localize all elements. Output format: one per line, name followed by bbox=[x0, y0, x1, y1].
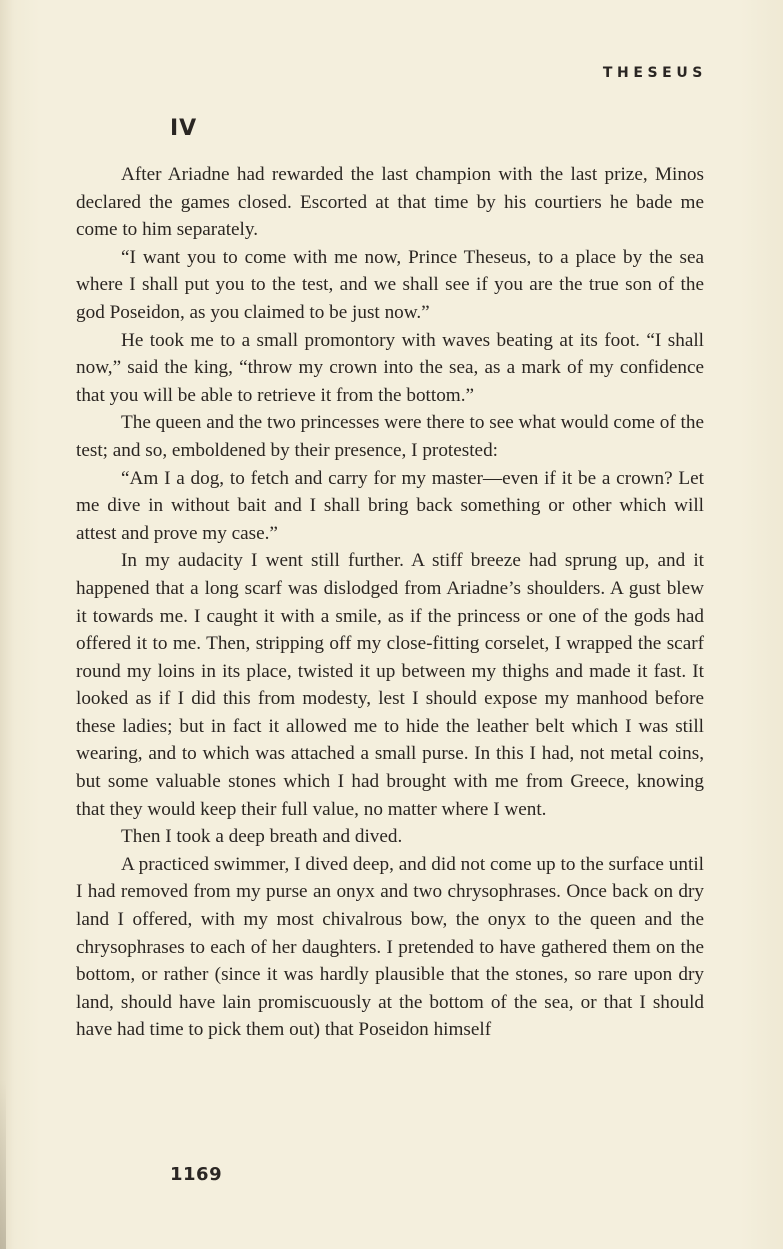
page-edge-shadow bbox=[0, 1080, 6, 1249]
body-text bbox=[76, 161, 704, 1044]
chapter-number: IV bbox=[170, 116, 198, 141]
paragraph: “Am I a dog, to fetch and carry for my master—even if it be a crown? Let me dive in without bait and I shall bring back something or other which will attest and prove my case.” bbox=[76, 467, 704, 544]
paragraph: “I want you to come with me now, Prince Theseus, to a place by the sea where I shall put you to the test, and we shall see if you are the true son of the god Poseidon, as you claimed to be just now.” bbox=[76, 246, 704, 323]
paragraph: After Ariadne had rewarded the last champion with the last prize, Minos declared the games closed. Escorted at that time by his courtiers he bade me come to him separately. bbox=[76, 164, 704, 241]
paragraph: In my audacity I went still further. A stiff breeze had sprung up, and it happened that a long scarf was dislodged from Ariadne’s shoulders. A gust blew it towards me. I caught it with a smile, as if the princess or one of the gods had offered it to me. Then, stripping off my close-fitting corselet, I wrapped the scarf round my loins in its place, twisted it up between my thighs and made it fast. It looked as if I did this from modesty, lest I should expose my manhood before these ladies; but in fact it allowed me to hide the leather belt which I was still wearing, and to which was attached a small purse. In this I had, not metal coins, but some valuable stones which I had brought with me from Greece, knowing that they would keep their full value, no matter where I went. bbox=[76, 550, 704, 820]
paragraph: The queen and the two princesses were there to see what would come of the test; and so, emboldened by their presence, I protested: bbox=[76, 412, 704, 461]
paragraph: He took me to a small promontory with waves beating at its foot. “I shall now,” said the king, “throw my crown into the sea, as a mark of my confidence that you will be able to retrieve it from the bottom.” bbox=[76, 329, 704, 406]
paragraph: Then I took a deep breath and dived. bbox=[121, 826, 403, 848]
paragraph: A practiced swimmer, I dived deep, and did not come up to the surface until I had removed from my purse an onyx and two chrysophrases. Once back on dry land I offered, with my most chivalrous bow, the onyx to the queen and the chrysophrases to each of her daughters. I pretended to have gathered them on the bottom, or rather (since it was hardly plausible that the stones, so rare upon dry land, should have lain promiscuously at the bottom of the sea, or that I should have had time to pick them out) that Poseidon himself bbox=[76, 853, 704, 1041]
running-head: THESEUS bbox=[602, 65, 707, 81]
page-number: 1169 bbox=[170, 1164, 223, 1185]
